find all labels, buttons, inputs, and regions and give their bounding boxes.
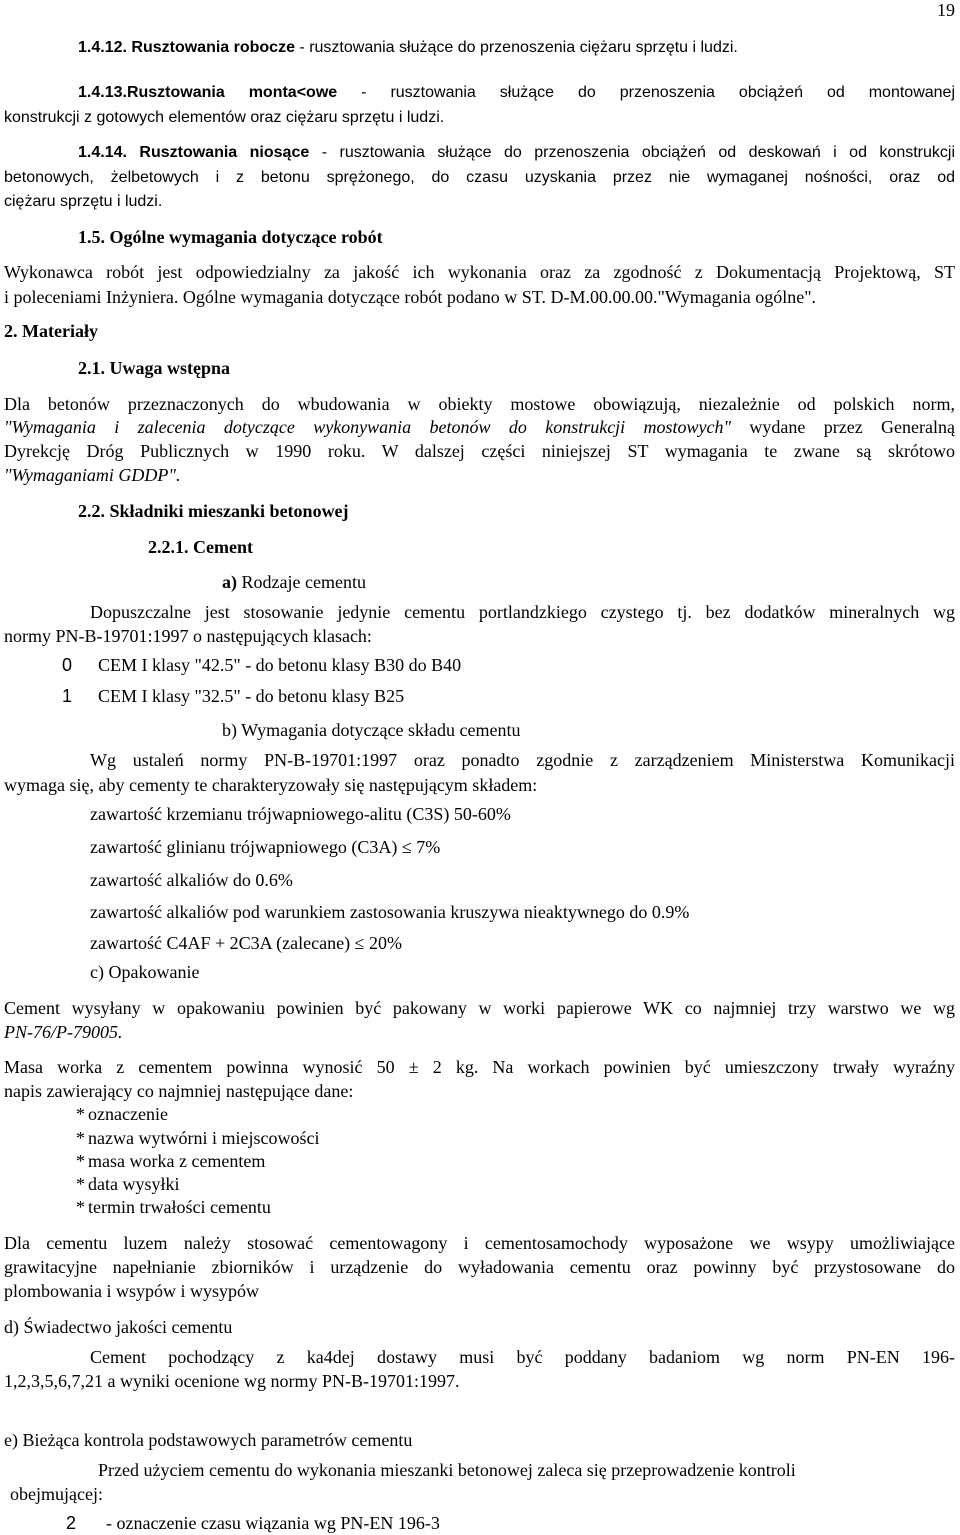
list-marker: 1 xyxy=(62,686,73,706)
subsection-d-line2: 1,2,3,5,6,7,21 a wyniki ocenione wg normy PN-B-19701:1997. xyxy=(4,1371,460,1391)
section-2-1-line4: "Wymaganiami GDDP". xyxy=(4,465,181,485)
asterisk-bullet: * xyxy=(76,1128,85,1148)
subsection-a-line1: Dopuszczalne jest stosowanie jedynie cementu portlandzkiego czystego tj. bez dodatków mineralnych wg xyxy=(90,602,955,622)
subsection-e-title: e) Bieżąca kontrola podstawowych parametrów cementu xyxy=(4,1430,413,1450)
label-data-item: * termin trwałości cementu xyxy=(76,1197,271,1217)
section-1-5-heading: 1.5. Ogólne wymagania dotyczące robót xyxy=(78,227,383,247)
section-1-4-13-line2: konstrukcji z gotowych elementów oraz ciężaru sprzętu i ludzi. xyxy=(4,109,445,126)
subsection-d-title: d) Świadectwo jakości cementu xyxy=(4,1317,233,1337)
composition-item: zawartość glinianu trójwapniowego (C3A) ≤ 7% xyxy=(90,837,441,857)
page-number: 19 xyxy=(937,0,955,20)
section-1-4-12-heading: 1.4.12. Rusztowania robocze xyxy=(78,39,295,56)
composition-item: zawartość alkaliów do 0.6% xyxy=(90,870,293,890)
subsection-c-p2-line1: Masa worka z cementem powinna wynosić 50 ± 2 kg. Na workach powinien być umieszczony trwały wyraźny xyxy=(4,1057,955,1077)
composition-item: zawartość krzemianu trójwapniowego-alitu (C3S) 50-60% xyxy=(90,804,511,824)
section-1-4-13-line1: 1.4.13.Rusztowania monta<owe - rusztowania służące do przenoszenia obciążeń od montowanej xyxy=(78,84,955,101)
section-1-4-14-line1: 1.4.14. Rusztowania niosące - rusztowania służące do przenoszenia obciążeń od deskowań i od konstrukcji xyxy=(78,144,956,161)
list-marker: 0 xyxy=(62,655,73,675)
subsection-b-line1: Wg ustaleń normy PN-B-19701:1997 oraz ponadto zgodnie z zarządzeniem Ministerstwa Komunikacji xyxy=(90,750,955,770)
subsection-c-p3-line1: Dla cementu luzem należy stosować cementowagony i cementosamochody wyposażone we wsypy umożliwiające xyxy=(4,1233,955,1253)
section-2-2-heading: 2.2. Składniki mieszanki betonowej xyxy=(78,501,349,521)
subsection-c-p2-line2: napis zawierający co najmniej następujące dane: xyxy=(4,1081,354,1101)
subsection-b-line2: wymaga się, aby cementy te charakteryzowały się następującym składem: xyxy=(4,775,538,795)
section-2-1-line1: Dla betonów przeznaczonych do wbudowania w obiekty mostowe obowiązują, niezależnie od polskich norm, xyxy=(4,394,955,414)
section-1-4-12-text: - rusztowania służące do przenoszenia ciężaru sprzętu i ludzi. xyxy=(294,39,738,56)
asterisk-bullet: * xyxy=(76,1104,85,1124)
asterisk-bullet: * xyxy=(76,1151,85,1171)
subsection-a-line2: normy PN-B-19701:1997 o następujących klasach: xyxy=(4,626,372,646)
label-data-item: * oznaczenie xyxy=(76,1104,168,1124)
section-1-4-14-line2: betonowych, żelbetowych i z betonu sprężonego, do czasu uzyskania przez nie wymaganej nośności, oraz od xyxy=(4,169,955,186)
section-1-5-line2: i poleceniami Inżyniera. Ogólne wymagania dotyczące robót podano w ST. D-M.00.00.00."Wymagania ogólne". xyxy=(4,287,817,307)
cement-class-item: 1 CEM I klasy "32.5" - do betonu klasy B25 xyxy=(62,686,405,706)
subsection-a-label: a) xyxy=(222,572,237,592)
subsection-e-line2: obejmującej: xyxy=(10,1484,103,1504)
subsection-c-p1-line2: PN-76/P-79005. xyxy=(4,1022,123,1042)
section-1-4-12 xyxy=(78,37,738,59)
subsection-d-line1: Cement pochodzący z ka4dej dostawy musi być poddany badaniom wg norm PN-EN 196- xyxy=(90,1347,955,1367)
section-2-1-heading: 2.1. Uwaga wstępna xyxy=(78,358,231,378)
subsection-c-p3-line2: grawitacyjne napełnianie zbiorników i urządzenie do wyładowania cementu oraz powinny być przystosowane do xyxy=(4,1257,955,1277)
subsection-c-title: c) Opakowanie xyxy=(90,962,200,982)
composition-item: zawartość alkaliów pod warunkiem zastosowania kruszywa nieaktywnego do 0.9% xyxy=(90,902,690,922)
section-2-1-line2: "Wymagania i zalecenia dotyczące wykonywania betonów do konstrukcji mostowych" wydane przez Generalną xyxy=(4,417,955,437)
section-1-4-14-heading: 1.4.14. Rusztowania niosące xyxy=(78,144,310,161)
section-1-4-13-heading: 1.4.13.Rusztowania monta<owe xyxy=(78,84,338,101)
gddp-title: "Wymagania i zalecenia dotyczące wykonywania betonów do konstrukcji mostowych" xyxy=(4,417,732,437)
cement-class-item: 0 CEM I klasy "42.5" - do betonu klasy B30 do B40 xyxy=(62,655,462,675)
control-item: 2 - oznaczenie czasu wiązania wg PN-EN 196-3 xyxy=(66,1513,440,1533)
composition-item: zawartość C4AF + 2C3A (zalecane) ≤ 20% xyxy=(90,933,402,953)
label-data-item: * masa worka z cementem xyxy=(76,1151,266,1171)
subsection-c-p3-line3: plombowania i wsypów i wysypów xyxy=(4,1281,259,1301)
section-1-4-14-line3: ciężaru sprzętu i ludzi. xyxy=(4,193,163,210)
label-data-item: * nazwa wytwórni i miejscowości xyxy=(76,1128,320,1148)
list-marker: 2 xyxy=(66,1513,77,1533)
subsection-e-line1: Przed użyciem cementu do wykonania mieszanki betonowej zaleca się przeprowadzenie kontroli xyxy=(98,1460,796,1480)
asterisk-bullet: * xyxy=(76,1174,85,1194)
asterisk-bullet: * xyxy=(76,1197,85,1217)
subsection-b-title: b) Wymagania dotyczące składu cementu xyxy=(222,720,521,740)
section-2-2-1-heading: 2.2.1. Cement xyxy=(148,537,253,557)
subsection-a-title: a) Rodzaje cementu xyxy=(222,572,366,592)
section-2-1-line3: Dyrekcję Dróg Publicznych w 1990 roku. W dalszej części niniejszej ST wymagania te zwane są skrótowo xyxy=(4,441,955,461)
label-data-item: * data wysyłki xyxy=(76,1174,180,1194)
section-2-heading: 2. Materiały xyxy=(4,321,98,341)
subsection-c-p1-line1: Cement wysyłany w opakowaniu powinien być pakowany w worki papierowe WK co najmniej trzy warstwo we wg xyxy=(4,998,955,1018)
section-1-5-line1: Wykonawca robót jest odpowiedzialny za jakość ich wykonania oraz za zgodność z Dokumentacją Projektową, ST xyxy=(4,262,955,282)
